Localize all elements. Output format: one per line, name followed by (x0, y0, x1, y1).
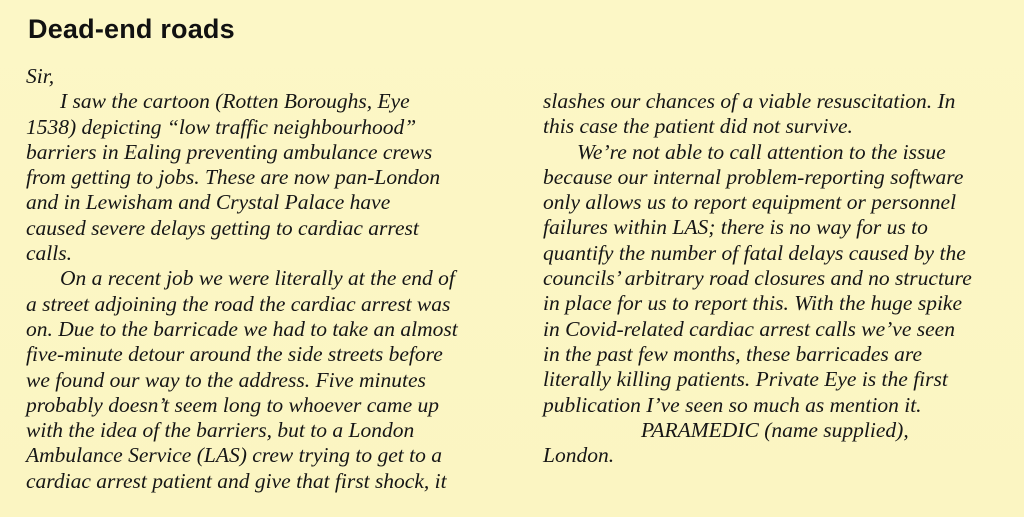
text-line: this case the patient did not survive. (543, 114, 853, 139)
text-line: failures within LAS; there is no way for us to (543, 215, 928, 240)
headline: Dead-end roads (28, 14, 235, 44)
text-line: caused severe delays getting to cardiac arrest (26, 215, 419, 240)
text-line: with the idea of the barriers, but to a London (26, 418, 415, 443)
text-line: from getting to jobs. These are now pan-London (26, 165, 441, 190)
text-line: slashes our chances of a viable resuscitation. In (543, 89, 956, 113)
right-column-lines (543, 89, 1017, 418)
text-line: On a recent job we were literally at the end of (60, 266, 455, 291)
left-column (26, 64, 504, 494)
text-line: probably doesn’t seem long to whoever came up (26, 392, 439, 417)
text-line: We’re not able to call attention to the issue (577, 139, 946, 164)
text-line: publication I’ve seen so much as mention it. (543, 392, 922, 417)
text-line: in the past few months, these barricades are (543, 341, 923, 366)
text-line: on. Due to the barricade we had to take an almost (26, 316, 458, 341)
text-line: only allows us to report equipment or personnel (543, 190, 957, 215)
text-line: because our internal problem-reporting software (543, 164, 964, 189)
right-column (543, 89, 1017, 468)
signature: PARAMEDIC (name supplied), (641, 417, 909, 442)
text-line: Ambulance Service (LAS) crew trying to get to a (26, 443, 442, 468)
text-line: literally killing patients. Private Eye is the first (543, 367, 948, 392)
text-line: barriers in Ealing preventing ambulance crews (26, 139, 433, 164)
text-line: quantify the number of fatal delays caused by the (543, 240, 966, 265)
text-line: and in Lewisham and Crystal Palace have (26, 190, 391, 215)
text-line: in place for us to report this. With the huge spike (543, 291, 963, 316)
salutation: Sir, (26, 64, 55, 88)
text-line: cardiac arrest patient and give that first shock, it (26, 468, 447, 493)
text-line: a street adjoining the road the cardiac arrest was (26, 291, 451, 316)
text-line: 1538) depicting “low traffic neighbourhood” (26, 114, 417, 139)
text-line: five-minute detour around the side streets before (26, 342, 443, 367)
text-line: calls. (26, 241, 72, 266)
text-line: I saw the cartoon (Rotten Boroughs, Eye (60, 89, 410, 114)
text-line: in Covid-related cardiac arrest calls we’ve seen (543, 316, 955, 341)
location: London. (543, 443, 615, 468)
left-column-lines (26, 89, 504, 494)
text-line: councils’ arbitrary road closures and no structure (543, 266, 972, 291)
text-line: we found our way to the address. Five minutes (26, 367, 426, 392)
